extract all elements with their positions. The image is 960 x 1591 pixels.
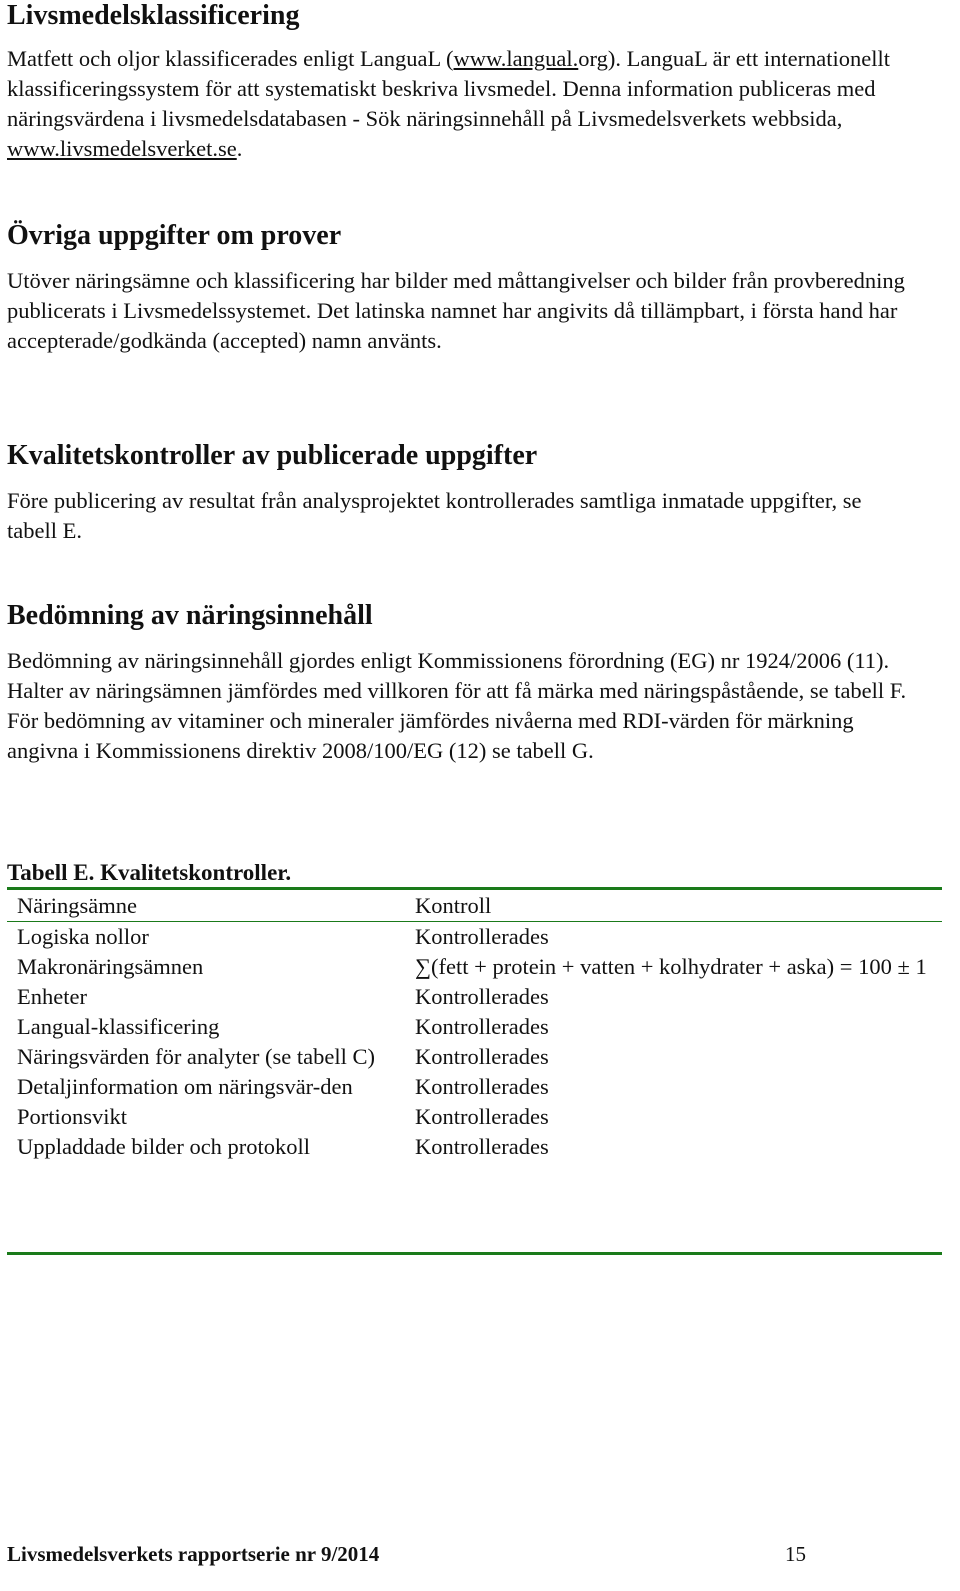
paragraph-ovriga-uppgifter: Utöver näringsämne och klassificering har bilder med måttangivelser och bilder från provberedning publicerats i Livsmedelssystemet. Det latinska namnet har angivits då tillämpbart, i första hand har accepterade/godkända (accepted) namn använts. (7, 268, 905, 353)
table-cell-control: Kontrollerades (415, 984, 549, 1009)
table-header-row (17, 891, 942, 922)
table-cell-control: Kontrollerades (415, 1074, 549, 1099)
paragraph-text-part: . (236, 136, 243, 161)
table-row (17, 1102, 942, 1132)
heading-livsmedelsklassificering: Livsmedelsklassificering (7, 0, 300, 31)
footer-page-number: 15 (785, 1542, 806, 1566)
table-row (17, 1042, 942, 1072)
table-cell-control: Kontrollerades (415, 1134, 549, 1159)
langual-link[interactable]: www.langual. (453, 46, 579, 71)
livsmedelsverket-link[interactable]: www.livsmedelsverket.se (7, 136, 237, 161)
table-cell-nutrient: Uppladdade bilder och protokoll (17, 1134, 311, 1159)
paragraph-bedomning: Bedömning av näringsinnehåll gjordes enligt Kommissionens förordning (EG) nr 1924/2006 (11). Halter av näringsämnen jämfördes med villkoren för att få märka med näringspåstående, se tabell F. För bedömning av vitaminer och mineraler jämfördes nivåerna med RDI-värden för märkning angivna i Kommissionens direktiv 2008/100/EG (12) se tabell G. (7, 648, 907, 763)
table-row (17, 952, 942, 982)
table-cell-control: ∑(fett + protein + vatten + kolhydrater + aska) = 100 ± 1 (415, 954, 927, 979)
paragraph-kvalitetskontroller: Före publicering av resultat från analysprojektet kontrollerades samtliga inmatade uppgifter, se tabell E. (7, 488, 862, 543)
heading-kvalitetskontroller: Kvalitetskontroller av publicerade uppgifter (7, 440, 538, 471)
table-cell-control: Kontrollerades (415, 1104, 549, 1129)
table-cell-nutrient: Portionsvikt (17, 1104, 128, 1129)
table-header-cell: Näringsämne (17, 893, 137, 918)
quality-control-table (17, 891, 942, 1162)
table-header-cell: Kontroll (415, 893, 492, 918)
table-cell-control: Kontrollerades (415, 1044, 549, 1069)
heading-bedomning: Bedömning av näringsinnehåll (7, 600, 373, 631)
table-row (17, 1132, 942, 1162)
table-cell-nutrient: Enheter (17, 984, 87, 1009)
table-row (17, 1072, 942, 1102)
table-cell-nutrient: Logiska nollor (17, 924, 149, 949)
table-top-rule (7, 887, 942, 890)
table-cell-nutrient: Detaljinformation om näringsvär-den (17, 1074, 353, 1099)
heading-ovriga-uppgifter: Övriga uppgifter om prover (7, 220, 342, 251)
paragraph-text-part: org). LanguaL är ett internationellt klassificeringssystem för att systematiskt beskriva livsmedel. Denna information publiceras med näringsvärdena i livsmedelsdatabasen - Sök näringsinnehåll på Livsmedelsverkets webbsida, (7, 46, 891, 131)
table-row (17, 982, 942, 1012)
table-cell-control: Kontrollerades (415, 924, 549, 949)
table-row (17, 1012, 942, 1042)
table-cell-nutrient: Makronäringsämnen (17, 954, 204, 979)
table-bottom-rule (7, 1252, 942, 1255)
table-cell-nutrient: Langual-klassificering (17, 1014, 220, 1039)
table-row (17, 922, 942, 952)
paragraph-text-part: Matfett och oljor klassificerades enligt LanguaL ( (7, 46, 454, 71)
paragraph-livsmedelsklassificering (7, 44, 907, 164)
footer-series: Livsmedelsverkets rapportserie nr 9/2014 (7, 1542, 380, 1566)
table-cell-nutrient: Näringsvärden för analyter (se tabell C) (17, 1044, 375, 1069)
table-title: Tabell E. Kvalitetskontroller. (7, 860, 292, 885)
table-cell-control: Kontrollerades (415, 1014, 549, 1039)
